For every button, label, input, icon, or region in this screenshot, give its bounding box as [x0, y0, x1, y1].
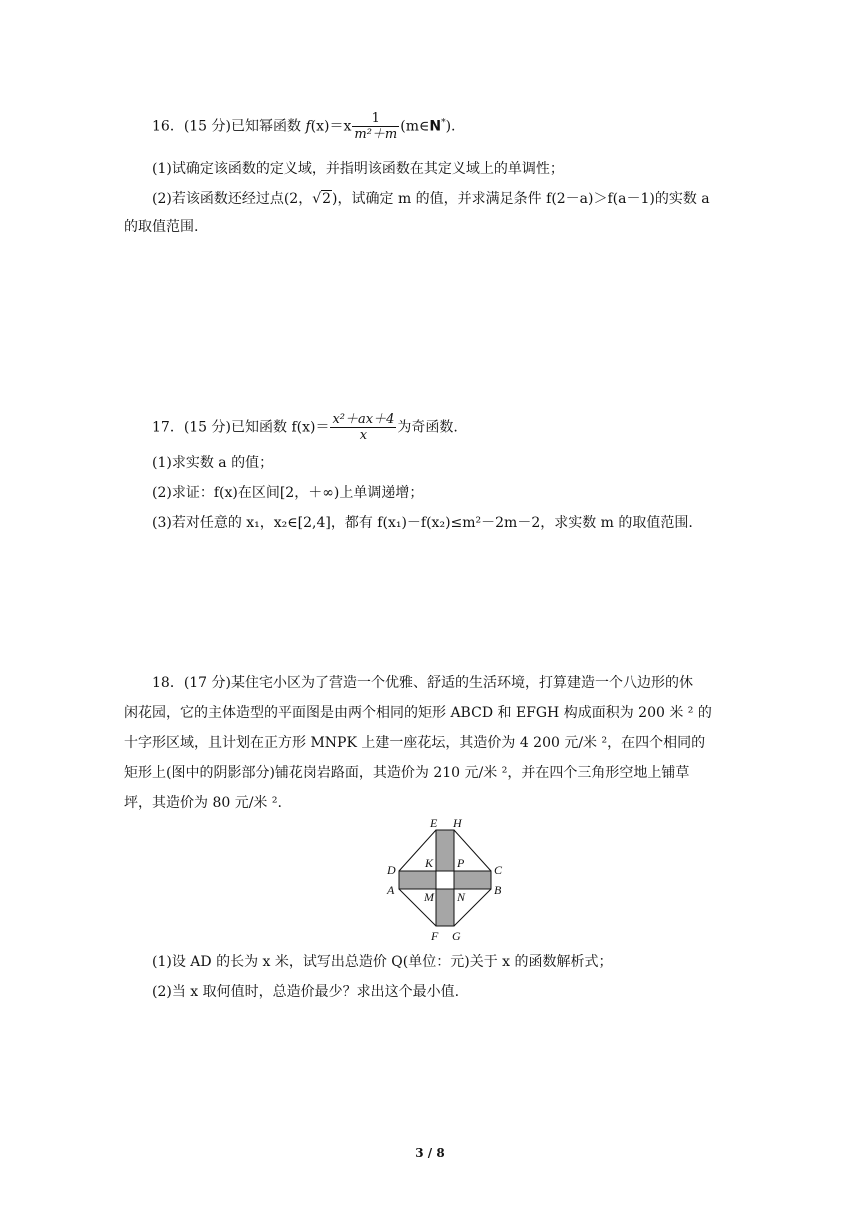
- q18-part1: (1)设 AD 的长为 x 米，试写出总造价 Q(单位：元)关于 x 的函数解析式；: [152, 954, 613, 970]
- label-B: B: [494, 883, 502, 897]
- label-C: C: [494, 863, 503, 877]
- label-A: A: [387, 883, 395, 897]
- label-G: G: [452, 929, 461, 943]
- square-mnpk: [436, 871, 454, 889]
- q16-header: 16．(15 分)已知幂函数 f(x)＝x $\frac{1}{\text{m²＋m}}$ (m∈N*).: [152, 111, 456, 142]
- label-D: D: [387, 863, 396, 877]
- q16-exponent-fraction: $\frac{1}{\text{m²＋m}}$: [354, 111, 398, 142]
- label-H: H: [453, 816, 462, 830]
- page-number: 3 / 8: [415, 1146, 445, 1160]
- q17-header: 17．(15 分)已知函数 f(x)＝ $\frac{\text{x²＋ax＋4}}{x}$ 为奇函数.: [152, 412, 458, 443]
- q16-part2: (2)若该函数还经过点(2，√2)，试确定 m 的值，并求满足条件 f(2－a)＞f(a－1)的实数 a: [152, 191, 710, 207]
- q16-part1: (1)试确定该函数的定义域，并指明该函数在其定义域上的单调性；: [152, 161, 564, 177]
- q18-line5: 坪，其造价为 80 元/米 ².: [124, 795, 282, 811]
- label-N: N: [457, 890, 466, 904]
- sqrt-symbol: √2: [312, 191, 332, 207]
- q16-part2-cont: 的取值范围.: [124, 219, 199, 235]
- q18-line3: 十字形区域，且计划在正方形 MNPK 上建一座花坛，其造价为 4 200 元/米 ²，在四个相同的: [124, 735, 706, 751]
- label-K: K: [425, 856, 434, 870]
- label-E: E: [430, 816, 438, 830]
- q18-part2: (2)当 x 取何值时，总造价最少？求出这个最小值.: [152, 984, 460, 1000]
- q17-part3: (3)若对任意的 x₁，x₂∈[2,4]，都有 f(x₁)－f(x₂)≤m²－2m－2，求实数 m 的取值范围.: [152, 515, 693, 531]
- q18-line4: 矩形上(图中的阴影部分)铺花岗岩路面，其造价为 210 元/米 ²，并在四个三角形空地上铺草: [124, 765, 690, 781]
- octagon-garden-figure: [380, 815, 510, 945]
- q17-fraction: $\frac{\text{x²＋ax＋4}}{x}$: [332, 412, 395, 443]
- label-F: F: [431, 929, 439, 943]
- label-P: P: [457, 856, 465, 870]
- q18-line2: 闲花园，它的主体造型的平面图是由两个相同的矩形 ABCD 和 EFGH 构成面积为 200 米 ² 的: [124, 705, 712, 721]
- q17-part1: (1)求实数 a 的值；: [152, 455, 274, 471]
- label-M: M: [424, 890, 434, 904]
- q17-part2: (2)求证：f(x)在区间[2，＋∞)上单调递增；: [152, 485, 424, 501]
- q18-line1: 18．(17 分)某住宅小区为了营造一个优雅、舒适的生活环境，打算建造一个八边形的休: [152, 675, 694, 691]
